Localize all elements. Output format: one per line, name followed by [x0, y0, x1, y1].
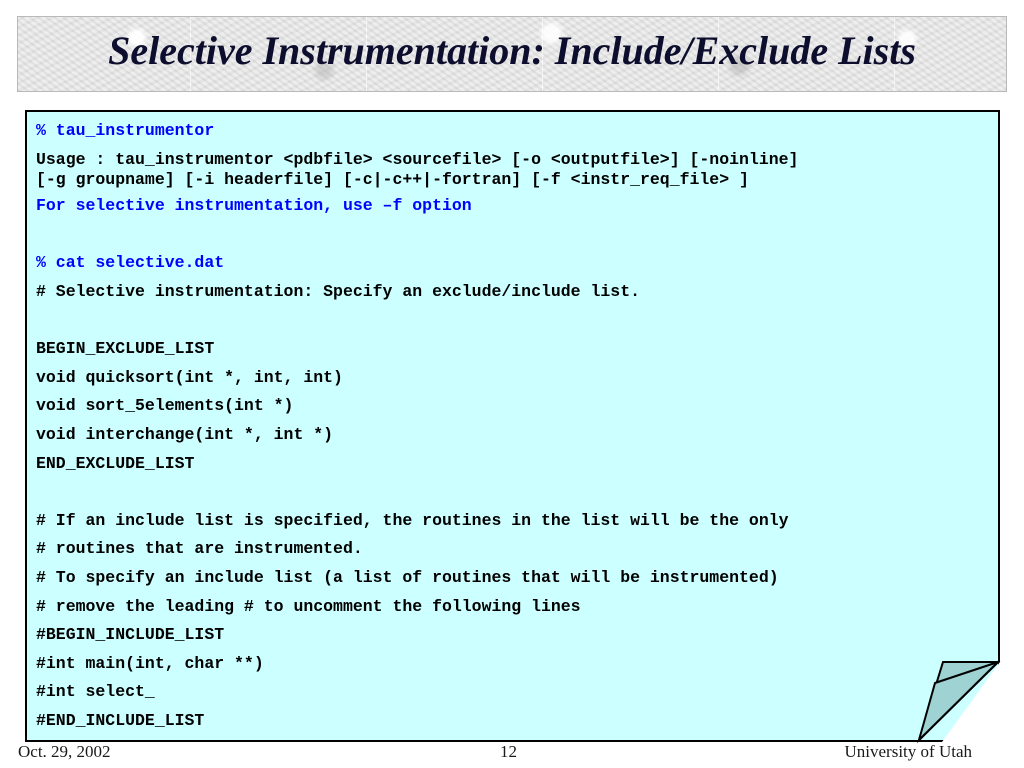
- footer-page-number: 12: [500, 742, 517, 761]
- code-line: [-g groupname] [-i headerfile] [-c|-c++|-fortran] [-f <instr_req_file> ]: [36, 170, 749, 190]
- title-banner: [17, 16, 1007, 92]
- code-line: BEGIN_EXCLUDE_LIST: [36, 339, 215, 359]
- code-line: % cat selective.dat: [36, 253, 225, 273]
- code-line: # remove the leading # to uncomment the following lines: [36, 596, 581, 616]
- code-line: void quicksort(int *, int, int): [36, 367, 343, 387]
- code-line: END_EXCLUDE_LIST: [36, 453, 195, 473]
- code-line: # routines that are instrumented.: [36, 539, 363, 559]
- code-listing: [36, 117, 976, 735]
- code-line: For selective instrumentation, use –f option: [36, 196, 472, 216]
- code-line: # To specify an include list (a list of routines that will be instrumented): [36, 567, 779, 587]
- code-line: #int select_: [36, 682, 155, 702]
- code-blank-line: [36, 478, 976, 507]
- code-line: void interchange(int *, int *): [36, 424, 334, 444]
- code-line: void sort_5elements(int *): [36, 396, 294, 416]
- code-blank-line: [36, 221, 976, 250]
- code-line: #END_INCLUDE_LIST: [36, 710, 205, 730]
- code-blank-line: [36, 307, 976, 336]
- code-line: Usage : tau_instrumentor <pdbfile> <sourcefile> [-o <outputfile>] [-noinline]: [36, 149, 799, 169]
- footer-date: Oct. 29, 2002: [18, 742, 111, 761]
- code-line: # Selective instrumentation: Specify an exclude/include list.: [36, 281, 640, 301]
- slide-title: Selective Instrumentation: Include/Exclude Lists: [108, 28, 916, 73]
- code-line: #BEGIN_INCLUDE_LIST: [36, 625, 225, 645]
- code-line: % tau_instrumentor: [36, 121, 215, 140]
- code-line: #int main(int, char **): [36, 653, 264, 673]
- footer-institution: University of Utah: [844, 742, 972, 761]
- code-line: # If an include list is specified, the routines in the list will be the only: [36, 510, 789, 530]
